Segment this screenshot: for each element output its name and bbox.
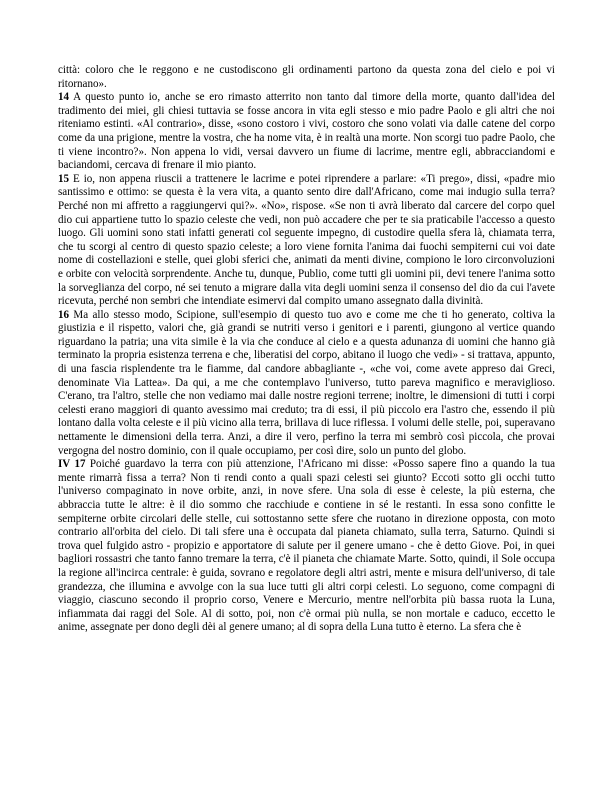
paragraph-text: Poiché guardavo la terra con più attenzione, l'Africano mi disse: «Posso sapere fino a quando la tua mente rimarrà fissa a terra? Non ti rendi conto a quali spazi celesti sei giunto? Eccoti sotto gli occhi tutto l'universo compaginato in nove orbite, anzi, in nove sfere. Una sola di esse è celeste, la più esterna, che abbraccia tutte le altre: è il dio sommo che racchiude e contiene in sé le restanti. In essa sono confitte le sempiterne orbite circolari delle stelle, cui sottostanno sette sfere che ruotano in direzione opposta, con moto contrario all'orbita del cielo. Di tali sfere una è occupata dal pianeta chiamato, sulla terra, Saturno. Quindi si trova quel fulgido astro - propizio e apportatore di salute per il genere umano - che è detto Giove. Poi, in quei bagliori rossastri che tanto fanno tremare la terra, c'è il pianeta che chiamate Marte. Sotto, quindi, il Sole occupa la regione all'incirca centrale: è guida, sovrano e regolatore degli altri astri, mente e misura dell'universo, di tale grandezza, che illumina e avvolge con la sua luce tutti gli altri corpi celesti. Lo seguono, come compagni di viaggio, ciascuno secondo il proprio corso, Venere e Mercurio, mentre nell'orbita più bassa ruota la Luna, infiammata dai raggi del Sole. Al di sotto, poi, non c'è ormai più nulla, se non mortale e caduco, eccetto le anime, assegnate per dono degli dèi al genere umano; al di sopra della Luna tutto è eterno. La sfera che è — [58, 458, 555, 634]
section-number: 15 — [58, 172, 70, 185]
section-number: IV 17 — [58, 458, 86, 471]
paragraph-text: Ma allo stesso modo, Scipione, sull'esempio di questo tuo avo e come me che ti ho generato, coltiva la giustizia e il rispetto, valori che, già grandi se nutriti verso i genitori e i parenti, giungono al vertice quando riguardano la patria; una vita simile è la via che conduce al cielo e a questa adunanza di uomini che hanno già terminato la propria esistenza terrena e che, liberatisi del corpo, abitano il luogo che vedi» - si trattava, appunto, di una fascia risplendente tra le fiamme, dal candore abbagliante -, «che voi, come avete appreso dai Greci, denominate Via Lattea». Da qui, a me che contemplavo l'universo, tutto pareva magnifico e meraviglioso. C'erano, tra l'altro, stelle che non vediamo mai dalle nostre regioni terrene; inoltre, le dimensioni di tutti i corpi celesti erano maggiori di quanto avessimo mai creduto; tra di essi, il più piccolo era l'astro che, essendo il più lontano dalla volta celeste e il più vicino alla terra, brillava di luce riflessa. I volumi delle stelle, poi, superavano nettamente le dimensioni della terra. Anzi, a dire il vero, perfino la terra mi sembrò così piccola, che provai vergogna del nostro dominio, con il quale occupiamo, per così dire, solo un punto del globo. — [58, 308, 555, 457]
section-number: 16 — [58, 308, 70, 321]
paragraph-text: città: coloro che le reggono e ne custodiscono gli ordinamenti partono da questa zona del cielo e poi vi ritornano». — [58, 64, 555, 90]
paragraph-text: E io, non appena riuscii a trattenere le lacrime e potei riprendere a parlare: «Ti prego», dissi, «padre mio santissimo e ottimo: se questa è la vera vita, a quanto sento dire dall'Africano, come mai indugio sulla terra? Perché non mi affretto a raggiungervi qui?». «No», rispose. «Se non ti avrà liberato dal carcere del corpo quel dio cui appartiene tutto lo spazio celeste che vedi, non può accadere che per te sia praticabile l'accesso a questo luogo. Gli uomini sono stati infatti generati col seguente impegno, di custodire quella sfera là, chiamata terra, che tu scorgi al centro di questo spazio celeste; a loro viene fornita l'anima dai fuochi sempiterni cui voi date nome di costellazioni e stelle, quei globi sferici che, animati da menti divine, compiono le loro circonvoluzioni e orbite con velocità sorprendente. Anche tu, dunque, Publio, come tutti gli uomini pii, devi tenere l'anima sotto la sorveglianza del corpo, né sei tenuto a migrare dalla vita degli uomini senza il consenso del dio da cui l'avete ricevuta, perché non sembri che intendiate esimervi dal compito umano assegnato dalla divinità. — [58, 172, 555, 308]
paragraph-14 — [58, 91, 555, 173]
paragraph-15 — [58, 173, 555, 309]
paragraph-continuation — [58, 64, 555, 91]
paragraph-text: A questo punto io, anche se ero rimasto atterrito non tanto dal timore della morte, quanto dall'idea del tradimento dei miei, gli chiesi tuttavia se fosse ancora in vita egli stesso e mio padre Paolo e gli altri che noi riteniamo estinti. «Al contrario», disse, «sono costoro i vivi, costoro che sono volati via dalle catene del corpo come da una prigione, mentre la vostra, che ha nome vita, è in realtà una morte. Non scorgi tuo padre Paolo, che ti viene incontro?». Non appena lo vidi, versai davvero un fiume di lacrime, mentre egli, abbracciandomi e baciandomi, cercava di frenare il mio pianto. — [58, 91, 555, 172]
section-number: 14 — [58, 91, 70, 104]
document-page — [58, 64, 555, 635]
paragraph-iv-17 — [58, 458, 555, 635]
paragraph-16 — [58, 309, 555, 459]
